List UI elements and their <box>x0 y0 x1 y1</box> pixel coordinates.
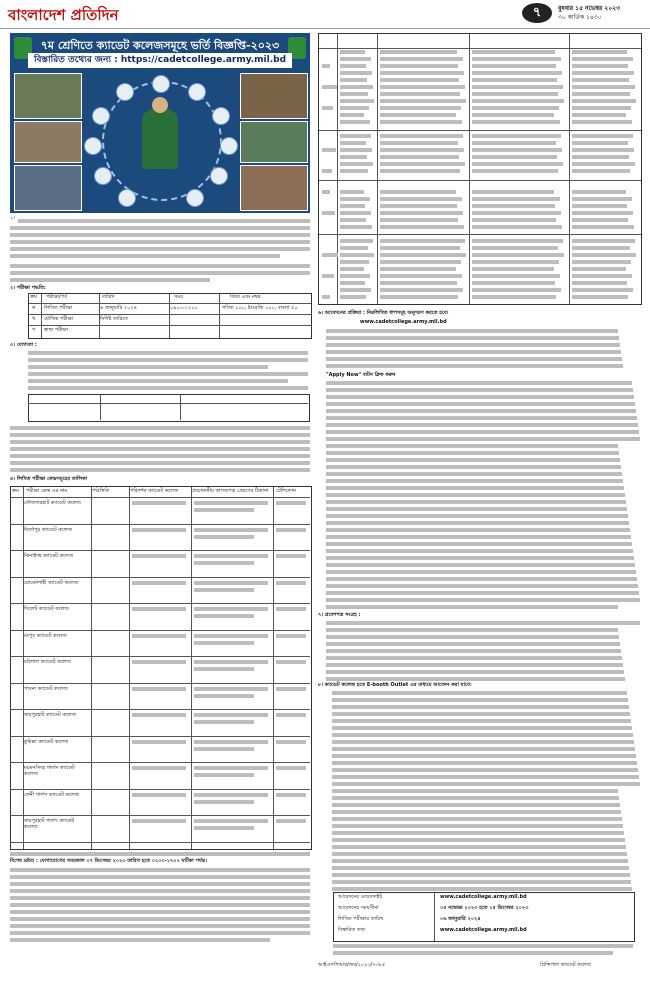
page-number: ৭ <box>522 3 552 23</box>
sports-photo <box>14 165 82 211</box>
college-badge-icon <box>118 189 136 207</box>
college-badge-icon <box>152 75 170 93</box>
td: খ <box>32 316 36 322</box>
summary-value[interactable]: www.cadetcollege.army.mil.bd <box>440 894 527 900</box>
college-badge-icon <box>188 83 206 101</box>
centre-name: পাবনা ক্যাডেট কলেজ <box>24 685 68 692</box>
ad-title: ৭ম শ্রেণিতে ক্যাডেট কলেজসমূহে ভর্তি বিজ্ঞপ্তি-২০২৩ <box>40 39 280 52</box>
centre-name: ফেনী গার্লস ক্যাডেট কলেজ <box>24 791 80 798</box>
ispr-number: আইএসপিআর/জব/২০২৩/৭৩৮৫ <box>318 962 386 968</box>
college-badge-icon <box>210 167 228 185</box>
section-number: ১। <box>10 216 15 221</box>
college-badge-icon <box>116 83 134 101</box>
booth-heading: ৮। ক্যাডেট কলেজ হতে E-booth Outlet এর মাধ্যমে আবেদন করা যাবে। <box>318 682 472 688</box>
college-badge-icon <box>212 107 230 125</box>
note-special: বিশেষ দ্রষ্টব্য : যোগাযোগের সময়কাল ০৭ ডিসেম্বর ২০২৩ তারিখ হতে ০১০০-১৭০০ ঘটিকা পর্যন্ত। <box>10 858 207 864</box>
td: ০৯০০-১২০০ <box>170 305 198 311</box>
college-badge-icon <box>94 167 112 185</box>
centre-name: মির্জাপুর ক্যাডেট কলেজ <box>24 526 72 533</box>
admission-advertisement <box>10 33 310 213</box>
th: প্রয়োজনীয় কাগজপত্র প্রেরণের ঠিকানা <box>192 488 269 494</box>
centre-name: সিলেট ক্যাডেট কলেজ <box>24 606 69 612</box>
centre-name: রংপুর ক্যাডেট কলেজ <box>24 632 67 639</box>
college-badge-icon <box>220 137 238 155</box>
th-subject: বিষয় এবং নম্বর <box>230 294 261 300</box>
date-line-bangla: ৩০ কার্তিক ১৪৩০ <box>558 14 602 21</box>
th-date: তারিখ <box>102 294 115 300</box>
td: ৬ জানুয়ারি ২০২৪ <box>100 305 137 311</box>
field-photo <box>240 121 308 163</box>
centre-name: কুমিল্লা ক্যাডেট কলেজ <box>24 738 69 745</box>
summary-value: ০৫ নভেম্বর ২০২৩ হতে ০৫ ডিসেম্বর ২০২৩ <box>440 905 529 911</box>
td: মৌখিক পরীক্ষা <box>44 316 74 322</box>
website-link[interactable]: www.cadetcollege.army.mil.bd <box>360 319 447 325</box>
ad-url-banner: বিস্তারিত তথ্যের জন্য : https://cadetcollege.army.mil.bd <box>28 53 292 68</box>
college-badge-icon <box>186 189 204 207</box>
centre-name: বরিশাল ক্যাডেট কলেজ <box>24 659 71 665</box>
centre-name: ফৌজদারহাট ক্যাডেট কলেজ <box>24 500 81 506</box>
signature-title: প্রিন্সিপাল ক্যাডেট কলেজ <box>540 962 591 968</box>
summary-label: লিখিত পরীক্ষার তারিখ <box>338 916 384 922</box>
date-line: বুধবার ১৫ নভেম্বর ২০২৩ <box>558 5 621 12</box>
centre-name: জয়পুরহাট ক্যাডেট কলেজ <box>24 712 77 718</box>
td: গণিত ১০০, ইংরেজি ১০০, বাংলা ৫০ <box>222 305 298 311</box>
summary-label: আবেদনের সময়সীমা <box>338 905 379 911</box>
cadets-photo <box>240 165 308 211</box>
td: ক <box>32 305 36 311</box>
newspaper-logo: বাংলাদেশ প্রতিদিন <box>8 6 119 24</box>
classroom-photo <box>14 121 82 163</box>
cadet-figure <box>142 109 178 169</box>
summary-value[interactable]: www.cadetcollege.army.mil.bd <box>440 927 527 933</box>
summary-value: ০৬ জানুয়ারি ২০২৪ <box>440 916 481 922</box>
th: পরীক্ষা কেন্দ্র এর নাম <box>26 488 68 494</box>
th: ক্রম <box>12 488 19 494</box>
summary-label: আবেদনের ওয়েবসাইট <box>338 894 383 900</box>
th-serial: ক্রম <box>30 294 37 300</box>
centres-heading: ৪। লিখিত পরীক্ষা কেন্দ্রসমূহের তালিকা <box>10 476 88 482</box>
college-badge-icon <box>92 107 110 125</box>
apply-heading: ৬। আবেদনের প্রক্রিয়া : নিম্নলিখিত ধাপসমূহ অনুসরণ করতে হবে। <box>318 310 449 316</box>
college-badge-icon <box>84 137 102 155</box>
eligibility-heading: ৩। যোগ্যতা : <box>10 342 37 348</box>
centre-name: জয়পুরহাট গার্লস ক্যাডেট কলেজ <box>24 818 75 830</box>
th: টেলিফোন <box>276 488 297 494</box>
admit-heading: ৭। প্রবেশপত্র সংগ্রহ : <box>318 612 361 618</box>
th: পরিস্থিতি <box>92 488 110 494</box>
td: নির্দিষ্ট তারিখে <box>100 316 128 322</box>
th-time: সময় <box>174 294 184 300</box>
exam-section-heading: ২। পরীক্ষা পদ্ধতি: <box>10 285 46 291</box>
td: গ <box>32 327 36 333</box>
td: লিখিত পরীক্ষা <box>44 305 73 311</box>
summary-label: বিস্তারিত তথ্য <box>338 927 366 933</box>
th: পরিদর্শক ক্যাডেট কলেজ <box>130 488 179 494</box>
apply-now-note: "Apply Now" বাটন ক্লিক করুন <box>326 372 396 378</box>
date-block <box>558 4 620 22</box>
parade-photo <box>14 73 82 119</box>
centre-name: মোমেনশাহী ক্যাডেট কলেজ <box>24 579 79 586</box>
th-exam: পরীক্ষা/পর্ব <box>46 294 67 300</box>
building-photo <box>240 73 308 119</box>
centre-name: ময়মনসিংহ গার্লস ক্যাডেট কলেজ <box>24 765 75 777</box>
td: স্বাস্থ্য পরীক্ষা <box>44 327 68 333</box>
centre-name: ঝিনাইদহ ক্যাডেট কলেজ <box>24 553 74 559</box>
masthead <box>0 0 650 29</box>
